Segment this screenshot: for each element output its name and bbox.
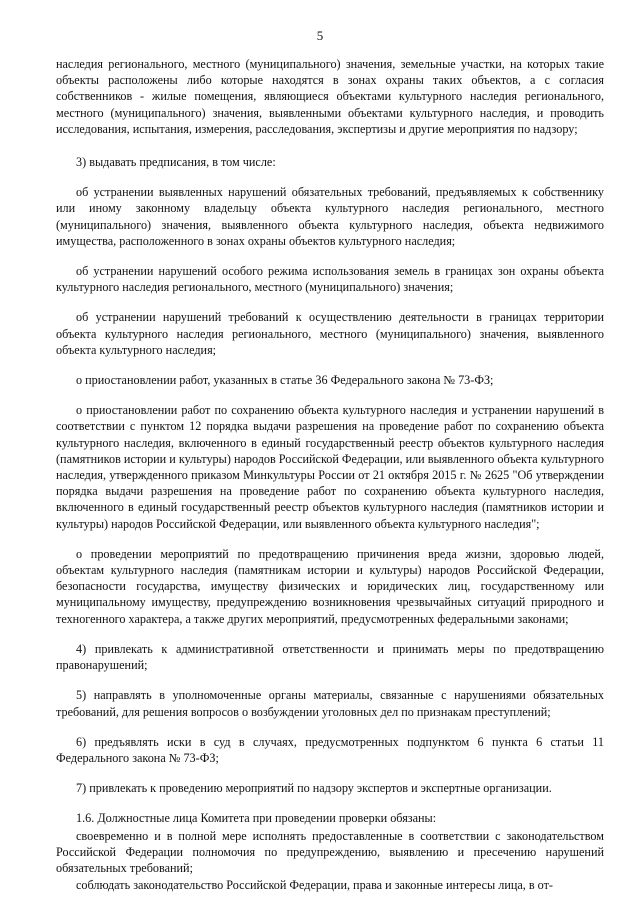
paragraph-item-5: 5) направлять в уполномоченные органы материалы, связанные с нарушениями обязательных требований, для решения вопросов о возбуждении уголовных дел по признакам преступлений;: [56, 688, 604, 719]
page-number: 5: [316, 28, 324, 43]
paragraph-owner-violations: об устранении выявленных нарушений обязательных требований, предъявляемых к собственнику или иному законному владельцу объекта культурного наследия регионального, местного (муниципального) значения, выявленного объекта культурного наследия, объекта недвижимого имущества, расположенного в зонах охраны объектов культурного наследия;: [56, 185, 604, 248]
paragraph-suspension-article-36: о приостановлении работ, указанных в статье 36 Федерального закона № 73-ФЗ;: [76, 373, 494, 388]
paragraph-territory-activity: об устранении нарушений требований к осуществлению деятельности в границах территории объекта культурного наследия регионального, местного (муниципального) значения, выявленного объекта культурного наследия;: [56, 310, 604, 357]
paragraph-duty-powers: своевременно и в полной мере исполнять предоставленные в соответствии с законодательством Российской Федерации полномочия по предупреждению, выявлению и пресечению нарушений обязательных требований;: [56, 828, 604, 875]
paragraph-harm-prevention: о проведении мероприятий по предотвращению причинения вреда жизни, здоровью людей, объектам культурного наследия (памятникам истории и культуры) народов Российской Федерации, безопасности государства, имуществу физических и юридических лиц, государственному или муниципальному имуществу, предупреждению возникновения чрезвычайных ситуаций природного и техногенного характера, а также других мероприятий, предусмотренных федеральными законами;: [56, 546, 604, 626]
paragraph-item-7: 7) привлекать к проведению мероприятий по надзору экспертов и экспертные организации.: [76, 781, 552, 796]
paragraph-duty-legislation: соблюдать законодательство Российской Федерации, права и законные интересы лица, в от-: [76, 878, 553, 893]
paragraph-item-6: 6) предъявлять иски в суд в случаях, предусмотренных подпунктом 6 пункта 6 статьи 11 Федерального закона № 73-ФЗ;: [56, 734, 604, 765]
paragraph-item-4: 4) привлекать к административной ответственности и принимать меры по предотвращению правонарушений;: [56, 641, 604, 673]
paragraph-section-1-6: 1.6. Должностные лица Комитета при проведении проверки обязаны:: [76, 811, 437, 826]
paragraph-suspension-preservation: о приостановлении работ по сохранению объекта культурного наследия и устранении нарушений в соответствии с пунктом 12 порядка выдачи разрешения на проведение работ по сохранению объекта культурного наследия, включенного в единый государственный реестр объектов культурного наследия (памятников истории и культуры) народов Российской Федерации, или выявленного объекта культурного наследия, утвержденного приказом Минкультуры России от 21 октября 2015 г. № 2625 "Об утверждении порядка выдачи разрешения на проведение работ по сохранению объекта культурного наследия, включенного в единый государственный реестр объектов культурного наследия (памятников истории и культуры) народов Российской Федерации, или выявленного объекта культурного наследия";: [56, 403, 604, 531]
document-body: [56, 56, 604, 893]
paragraph-land-regime: об устранении нарушений особого режима использования земель в границах зон охраны объекта культурного наследия регионального, местного (муниципального) значения;: [56, 264, 604, 295]
paragraph-continuation: наследия регионального, местного (муниципального) значения, земельные участки, на которых такие объекты расположены либо которые находятся в зонах охраны таких объектов, а с согласия собственников - жилые помещения, являющиеся объектами культурного наследия регионального, местного (муниципального) значения, выявленными объектами культурного наследия, и проводить исследования, испытания, измерения, расследования, экспертизы и другие мероприятия по надзору;: [56, 57, 604, 136]
paragraph-item-3: 3) выдавать предписания, в том числе:: [76, 155, 276, 170]
